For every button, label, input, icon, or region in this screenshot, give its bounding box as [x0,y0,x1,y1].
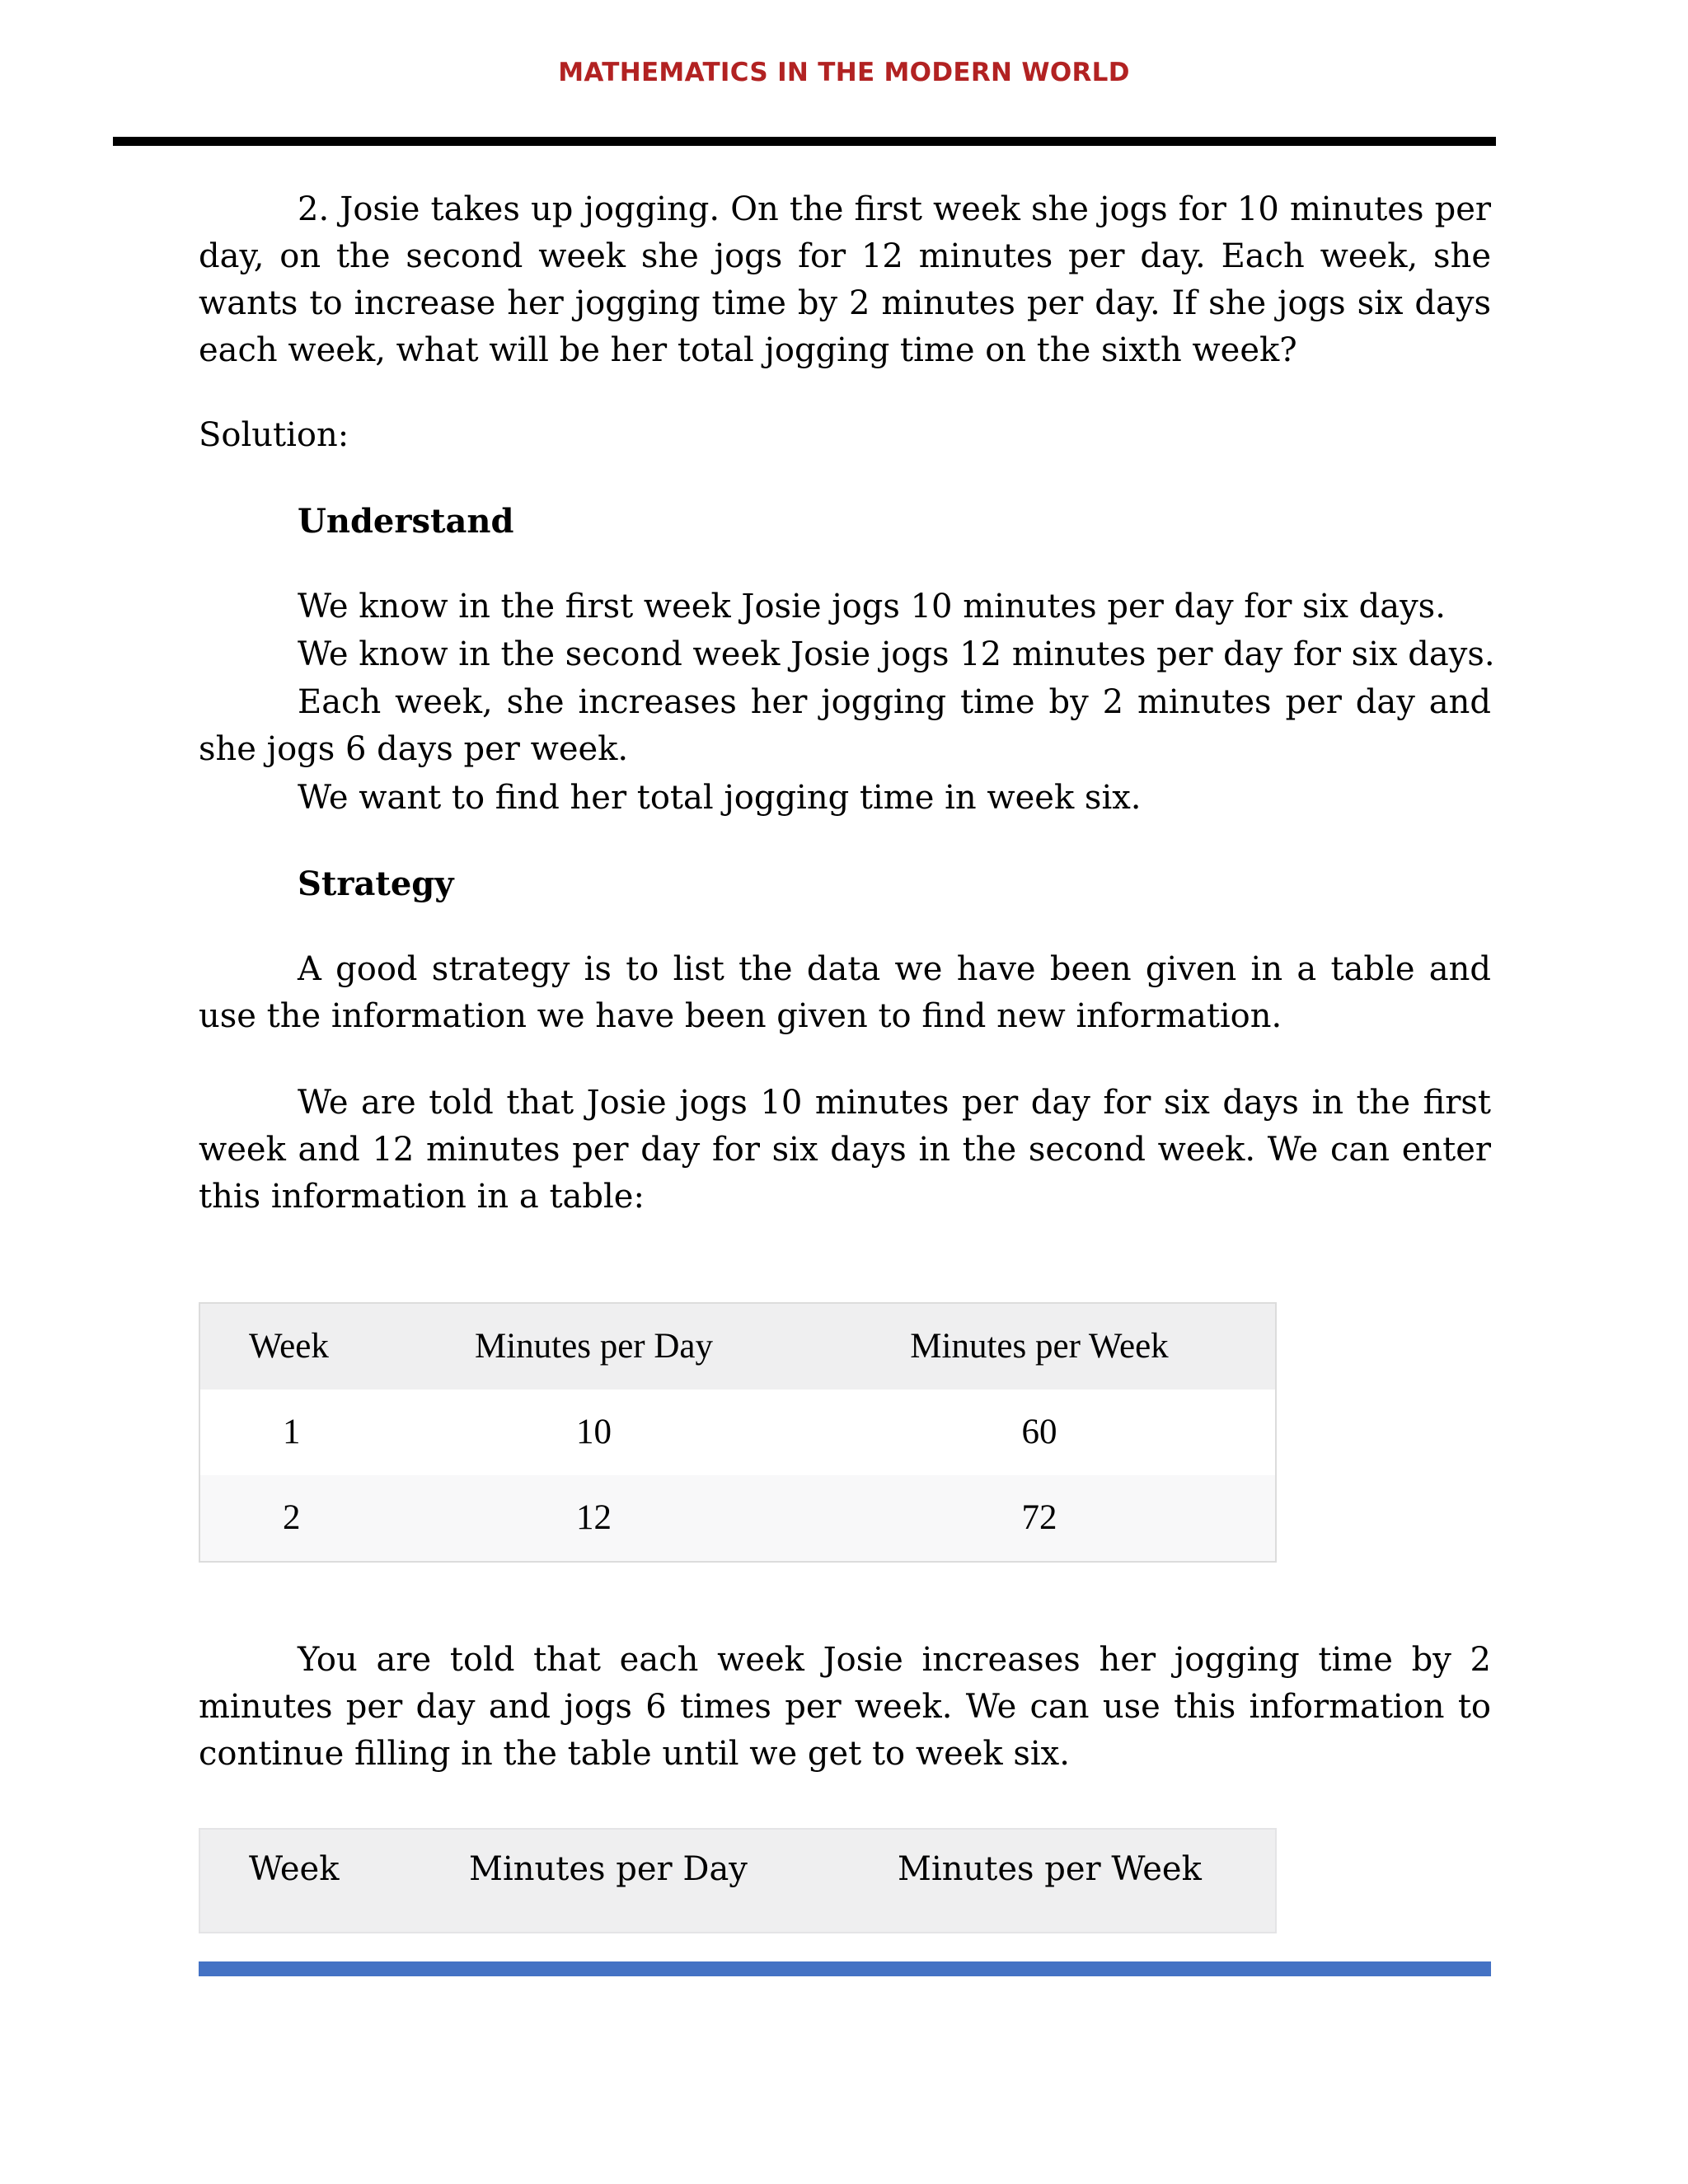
page-header-title: MATHEMATICS IN THE MODERN WORLD [558,58,1130,87]
table-header-row [200,1304,1275,1390]
table-cell: 72 [1021,1498,1057,1537]
problem-statement [199,186,1491,374]
header-rule [113,137,1496,146]
table-cell: 2 [283,1498,301,1537]
table-header-cell: Minutes per Week [898,1850,1202,1888]
strategy-paragraph-1-text: A good strategy is to list the data we have been given in a table and use the information we have been given to find new information. [199,950,1491,1035]
table-header-cell: Week [249,1327,329,1366]
continue-paragraph-text: You are told that each week Josie increases her jogging time by 2 minutes per day and jogs 6 times per week. We can use this information to continue filling in the table until we get to week six. [199,1641,1491,1773]
understand-line-3 [199,679,1491,773]
strategy-paragraph-1 [199,946,1491,1040]
understand-line-1: We know in the first week Josie jogs 10 minutes per day for six days. [298,588,1446,626]
table-header-cell: Minutes per Week [910,1327,1169,1366]
understand-line-2: We know in the second week Josie jogs 12 minutes per day for six days. [298,635,1495,673]
table-cell: 60 [1021,1413,1057,1451]
table-cell: 12 [576,1498,612,1537]
table-cell: 1 [283,1413,301,1451]
strategy-heading: Strategy [298,865,454,903]
table-header-cell: Week [249,1850,340,1888]
problem-text: 2. Josie takes up jogging. On the first week she jogs for 10 minutes per day, on the second week she jogs for 12 minutes per day. Each week, she wants to increase her jogging time by 2 minutes per day. If she jogs six days each week, what will be her total jogging time on the sixth week? [199,190,1491,369]
table-header-cell: Minutes per Day [475,1327,713,1366]
understand-line-3-text: Each week, she increases her jogging time by 2 minutes per day and she jogs 6 days per week. [199,683,1491,768]
solution-label: Solution: [199,416,349,454]
data-table-1 [199,1302,1277,1563]
footer-rule [199,1961,1491,1976]
understand-heading: Understand [298,502,514,541]
strategy-paragraph-2 [199,1080,1491,1221]
table-row [200,1390,1275,1475]
table-cell: 10 [576,1413,612,1451]
table-header-cell: Minutes per Day [469,1850,748,1888]
strategy-paragraph-2-text: We are told that Josie jogs 10 minutes per day for six days in the first week and 12 minutes per day for six days in the second week. We can enter this information in a table: [199,1084,1491,1216]
understand-line-4: We want to find her total jogging time in week six. [298,779,1142,817]
continue-paragraph [199,1637,1491,1778]
data-table-2 [199,1828,1277,1933]
table-row [200,1475,1275,1561]
